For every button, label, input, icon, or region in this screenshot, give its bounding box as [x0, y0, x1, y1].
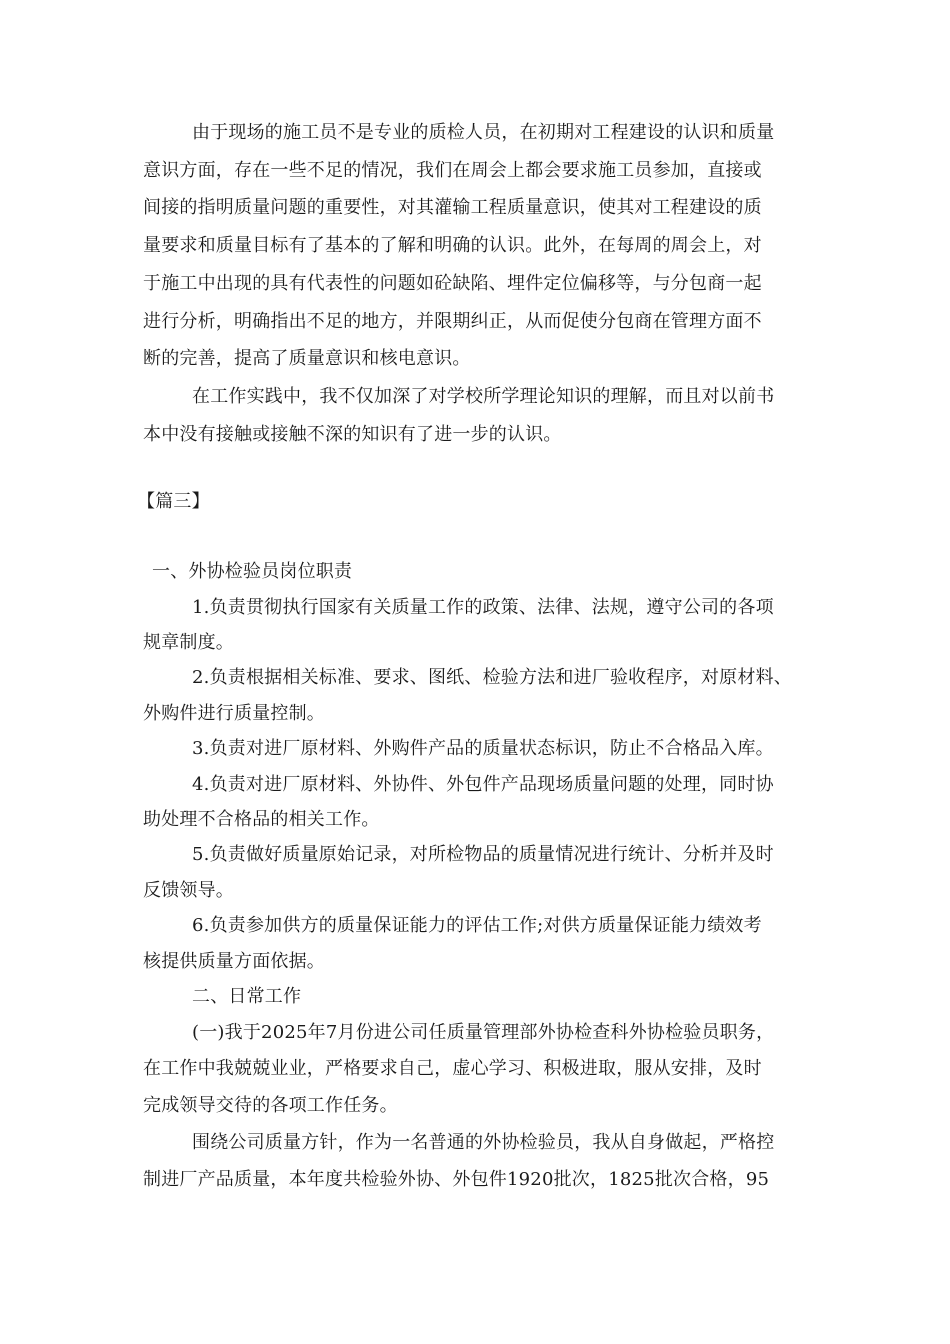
- paragraph-line: 本中没有接触或接触不深的知识有了进一步的认识。: [143, 424, 562, 445]
- paragraph-line: 进行分析，明确指出不足的地方，并限期纠正，从而促使分包商在管理方面不: [143, 311, 762, 332]
- paragraph-line: 断的完善，提高了质量意识和核电意识。: [143, 348, 471, 369]
- section-heading: 【篇三】: [137, 491, 210, 512]
- list-item: 2.负责根据相关标准、要求、图纸、检验方法和进厂验收程序，对原材料、: [192, 667, 792, 688]
- list-item: 3.负责对进厂原材料、外购件产品的质量状态标识，防止不合格品入库。: [192, 738, 774, 759]
- paragraph-line: (一)我于2025年7月份进公司任质量管理部外协检查科外协检验员职务，: [192, 1022, 775, 1043]
- paragraph-line: 制进厂产品质量，本年度共检验外协、外包件1920批次，1825批次合格，95: [143, 1169, 770, 1190]
- paragraph-line: 量要求和质量目标有了基本的了解和明确的认识。此外，在每周的周会上，对: [143, 235, 762, 256]
- subsection-heading: 二、日常工作: [192, 986, 302, 1007]
- list-item: 5.负责做好质量原始记录，对所检物品的质量情况进行统计、分析并及时: [192, 844, 774, 865]
- paragraph-line: 围绕公司质量方针，作为一名普通的外协检验员，我从自身做起，严格控: [192, 1132, 775, 1153]
- list-item: 4.负责对进厂原材料、外协件、外包件产品现场质量问题的处理，同时协: [192, 774, 774, 795]
- list-item: 6.负责参加供方的质量保证能力的评估工作;对供方质量保证能力绩效考: [192, 915, 762, 936]
- paragraph-line: 间接的指明质量问题的重要性，对其灌输工程质量意识，使其对工程建设的质: [143, 197, 762, 218]
- paragraph-line: 意识方面，存在一些不足的情况，我们在周会上都会要求施工员参加，直接或: [143, 160, 762, 181]
- subsection-heading: 一、外协检验员岗位职责: [152, 561, 353, 582]
- paragraph-line: 在工作实践中，我不仅加深了对学校所学理论知识的理解，而且对以前书: [192, 386, 775, 407]
- paragraph-line: 由于现场的施工员不是专业的质检人员，在初期对工程建设的认识和质量: [192, 122, 775, 143]
- list-item: 1.负责贯彻执行国家有关质量工作的政策、法律、法规，遵守公司的各项: [192, 597, 774, 618]
- paragraph-line: 在工作中我兢兢业业，严格要求自己，虚心学习、积极进取，服从安排，及时: [143, 1058, 762, 1079]
- list-item-continuation: 助处理不合格品的相关工作。: [143, 809, 380, 830]
- list-item-continuation: 外购件进行质量控制。: [143, 703, 325, 724]
- list-item-continuation: 规章制度。: [143, 632, 234, 653]
- list-item-continuation: 核提供质量方面依据。: [143, 951, 325, 972]
- list-item-continuation: 反馈领导。: [143, 880, 234, 901]
- paragraph-line: 完成领导交待的各项工作任务。: [143, 1095, 398, 1116]
- paragraph-line: 于施工中出现的具有代表性的问题如砼缺陷、埋件定位偏移等，与分包商一起: [143, 273, 762, 294]
